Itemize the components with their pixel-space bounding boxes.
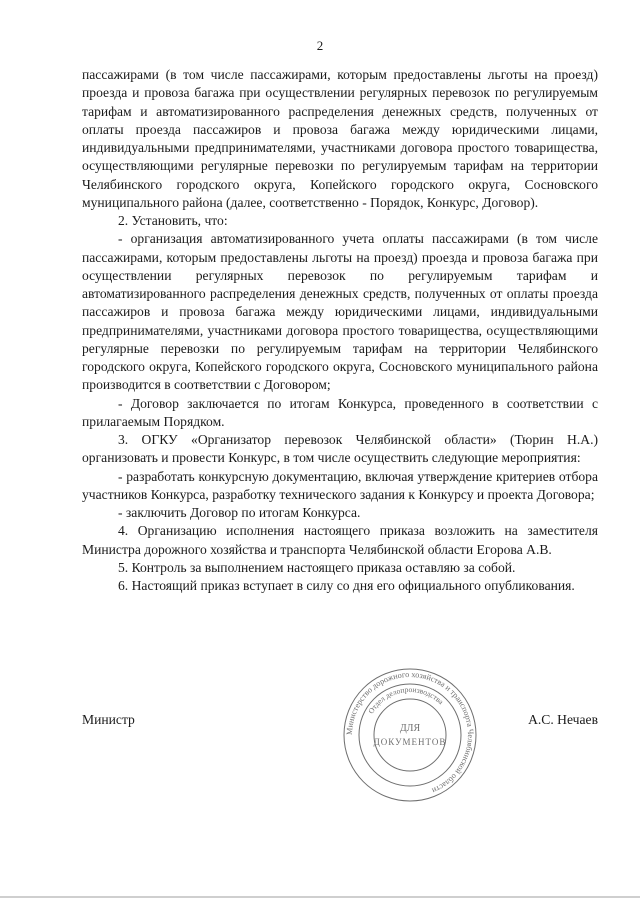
paragraph-item-2-point-2: - Договор заключается по итогам Конкурса, проведенного в соответствии с прилагаемым Порядком. <box>82 395 598 429</box>
paragraph-item-4: 4. Организацию исполнения настоящего приказа возложить на заместителя Министра дорожного хозяйства и транспорта Челябинской области Егорова А.В. <box>82 523 598 557</box>
page-number: 2 <box>316 38 324 53</box>
paragraph-item-3-point-1: - разработать конкурсную документацию, включая утверждение критериев отбора участников Конкурса, разработку технического задания к Конкурсу и проекта Договора; <box>82 468 598 502</box>
stamp-center-line1: ДЛЯ <box>399 723 421 734</box>
paragraph-item-3: 3. ОГКУ «Организатор перевозок Челябинской области» (Тюрин Н.А.) организовать и провести Конкурс, в том числе осуществить следующие мероприятия: <box>82 432 598 466</box>
scan-edge-line <box>0 896 640 898</box>
paragraph-item-6: 6. Настоящий приказ вступает в силу со дня его официального опубликования. <box>118 578 575 593</box>
signatory-title: Министр <box>82 712 135 727</box>
stamp-inner-ring <box>374 699 446 771</box>
paragraph-intro-continuation: пассажирами (в том числе пассажирами, которым предоставлены льготы на проезд) проезда и провоза багажа при осуществлении регулярных перевозок по регулируемым тарифам и автоматизированного распределения денежных средств, полученных от оплаты проезда пассажиров и провоза багажа между юридическими лицами, индивидуальными предпринимателями, участниками договора простого товарищества, осуществляющими регулярные перевозки по регулируемым тарифам на территории Челябинского городского округа, Копейского городского округа, Сосновского муниципального района (далее, соответственно - Порядок, Конкурс, Договор). <box>82 67 598 210</box>
paragraph-item-2: 2. Установить, что: <box>118 213 228 228</box>
paragraph-item-5: 5. Контроль за выполнением настоящего приказа оставляю за собой. <box>118 559 516 575</box>
signatory-name: А.С. Нечаев <box>528 712 598 727</box>
stamp-outer-textpath: Министерство дорожного хозяйства и транспорта Челябинской области <box>344 669 476 796</box>
stamp-center-line2: ДОКУМЕНТОВ <box>373 737 447 747</box>
stamp-inner-textpath: Отдел делопроизводства <box>366 684 446 716</box>
paragraph-item-2-point-1: - организация автоматизированного учета оплаты пассажирами (в том числе пассажирами, которым предоставлены льготы на проезд) проезда и провоза багажа при осуществлении регулярных перевозок по регулируемым тарифам и автоматизированного распределения денежных средств, полученных от оплаты проезда пассажиров и провоза багажа между юридическими лицами, индивидуальными предпринимателями, участниками договора простого товарищества, осуществляющими регулярные перевозки по регулируемым тарифам на территории Челябинского городского округа, Копейского городского округа, Сосновского муниципального района производится в соответствии с Договором; <box>82 231 598 393</box>
official-stamp <box>340 665 480 805</box>
paragraph-item-3-point-2: - заключить Договор по итогам Конкурса. <box>118 505 361 520</box>
document-body <box>82 66 598 595</box>
